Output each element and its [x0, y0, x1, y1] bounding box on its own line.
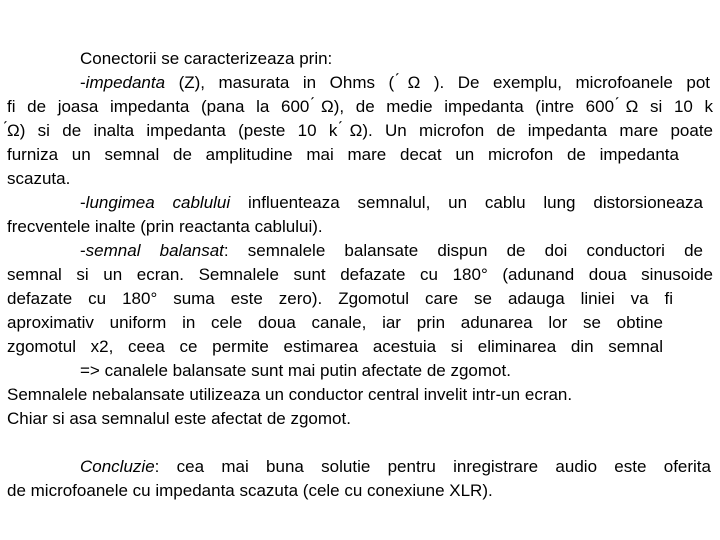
term-cable-length: lungimea cablului	[85, 193, 231, 212]
bullet-dash: -	[80, 241, 86, 260]
text-line: Semnalele nebalansate utilizeaza un conductor central invelit intr-un ecran.	[7, 385, 573, 404]
text-line: scazuta.	[7, 169, 71, 188]
text-line: semnal si un ecran. Semnalele sunt defazate cu 180° (adunand doua sinusoide	[7, 265, 713, 284]
balanced-signal-text: : semnalele balansate dispun de doi conductori de	[223, 241, 703, 260]
text-line: Chiar si asa semnalul este afectat de zgomot.	[7, 409, 351, 428]
text-line: zgomotul x2, ceea ce permite estimarea acestuia si eliminarea din semnal	[7, 337, 663, 356]
term-balanced-signal: semnal balansat	[85, 241, 224, 260]
text-line: frecventele inalte (prin reactanta cablului).	[7, 217, 323, 236]
cable-length-text: influenteaza semnalul, un cablu lung distorsioneaza	[230, 193, 703, 212]
conclusion-arrow-line: => canalele balansate sunt mai putin afectate de zgomot.	[80, 361, 511, 380]
intro-line: Conectorii se caracterizeaza prin:	[80, 49, 333, 68]
balanced-signal-line	[80, 239, 703, 263]
text-line: de microfoanele cu impedanta scazuta (cele cu conexiune XLR).	[7, 481, 493, 500]
text-line: defazate cu 180° suma este zero). Zgomotul care se adauga liniei va fi	[7, 289, 673, 308]
conclusion-text: : cea mai buna solutie pentru inregistrare audio este oferita	[154, 457, 711, 476]
text-line: ́Ω) si de inalta impedanta (peste 10 k ́Ω). Un microfon de impedanta mare poate	[7, 121, 713, 140]
impedance-text: (Z), masurata in Ohms ( ́Ω ). De exemplu, microfoanele pot	[165, 73, 710, 92]
text-line: aproximativ uniform in cele doua canale, iar prin adunarea lor se obtine	[7, 313, 663, 332]
conclusion-line	[80, 455, 711, 479]
bullet-dash: -	[80, 73, 86, 92]
cable-length-line	[80, 191, 703, 215]
impedance-line	[80, 71, 710, 95]
text-line: furniza un semnal de amplitudine mai mare decat un microfon de impedanta	[7, 145, 679, 164]
term-impedance: impedanta	[85, 73, 166, 92]
text-line: fi de joasa impedanta (pana la 600 ́Ω), de medie impedanta (intre 600 ́Ω si 10 k	[7, 97, 713, 116]
term-conclusion: Concluzie	[80, 457, 155, 476]
bullet-dash: -	[80, 193, 86, 212]
